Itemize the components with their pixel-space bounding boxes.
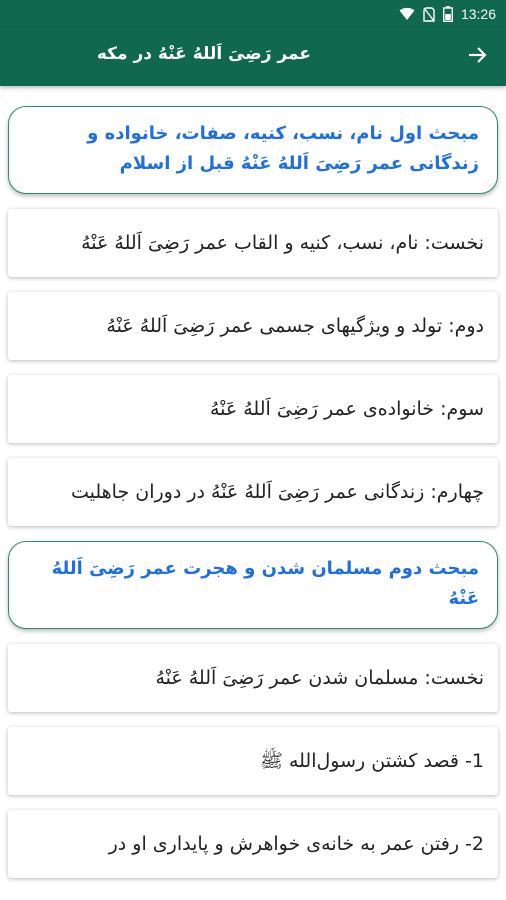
list-item[interactable] xyxy=(8,644,498,712)
list-item-label: نخست: نام، نسب، کنیه و القاب عمر رَضِیَ اَللهُ عَنْهُ xyxy=(81,232,484,254)
list-item-label: چهارم: زندگانی عمر رَضِیَ اَللهُ عَنْهُ در دوران جاهلیت xyxy=(70,481,484,503)
list-item[interactable] xyxy=(8,209,498,277)
status-time: 13:26 xyxy=(460,6,496,22)
list-item-label: 2- رفتن عمر به خانه‌ی خواهرش و پایداری او در xyxy=(108,833,484,855)
list-item-label: 1- قصد کشتن رسول‌الله ﷺ xyxy=(259,750,484,772)
status-bar xyxy=(0,0,506,28)
page-title: عمر رَضِیَ اَللهُ عَنْهُ در مکه xyxy=(96,44,311,64)
section-header-1[interactable] xyxy=(8,106,498,194)
list-item-label: دوم: تولد و ویژگیهای جسمی عمر رَضِیَ اَللهُ عَنْهُ xyxy=(106,315,484,337)
list-item[interactable] xyxy=(8,810,498,878)
list-item[interactable] xyxy=(8,727,498,795)
wifi-icon xyxy=(399,7,415,21)
section-title: مبحث اول نام، نسب، کنیه، صفات، خانواده و زندگانی عمر رَضِیَ اَللهُ عَنْهُ قبل از اسلام xyxy=(87,123,479,174)
arrow-right-icon xyxy=(467,46,487,68)
list-item[interactable] xyxy=(8,292,498,360)
section-header-2[interactable] xyxy=(8,541,498,629)
battery-icon xyxy=(443,6,453,22)
app-bar xyxy=(0,28,506,86)
chapter-list xyxy=(0,86,506,900)
section-title: مبحث دوم مسلمان شدن و هجرت عمر رَضِیَ اَللهُ عَنْهُ xyxy=(51,558,479,609)
list-item[interactable] xyxy=(8,458,498,526)
list-item[interactable] xyxy=(8,375,498,443)
back-button[interactable] xyxy=(460,40,494,74)
no-sim-icon xyxy=(423,7,435,22)
list-item-label: سوم: خانواده‌ی عمر رَضِیَ اَللهُ عَنْهُ xyxy=(209,398,484,420)
list-item-label: نخست: مسلمان شدن عمر رَضِیَ اَللهُ عَنْهُ xyxy=(155,667,484,689)
